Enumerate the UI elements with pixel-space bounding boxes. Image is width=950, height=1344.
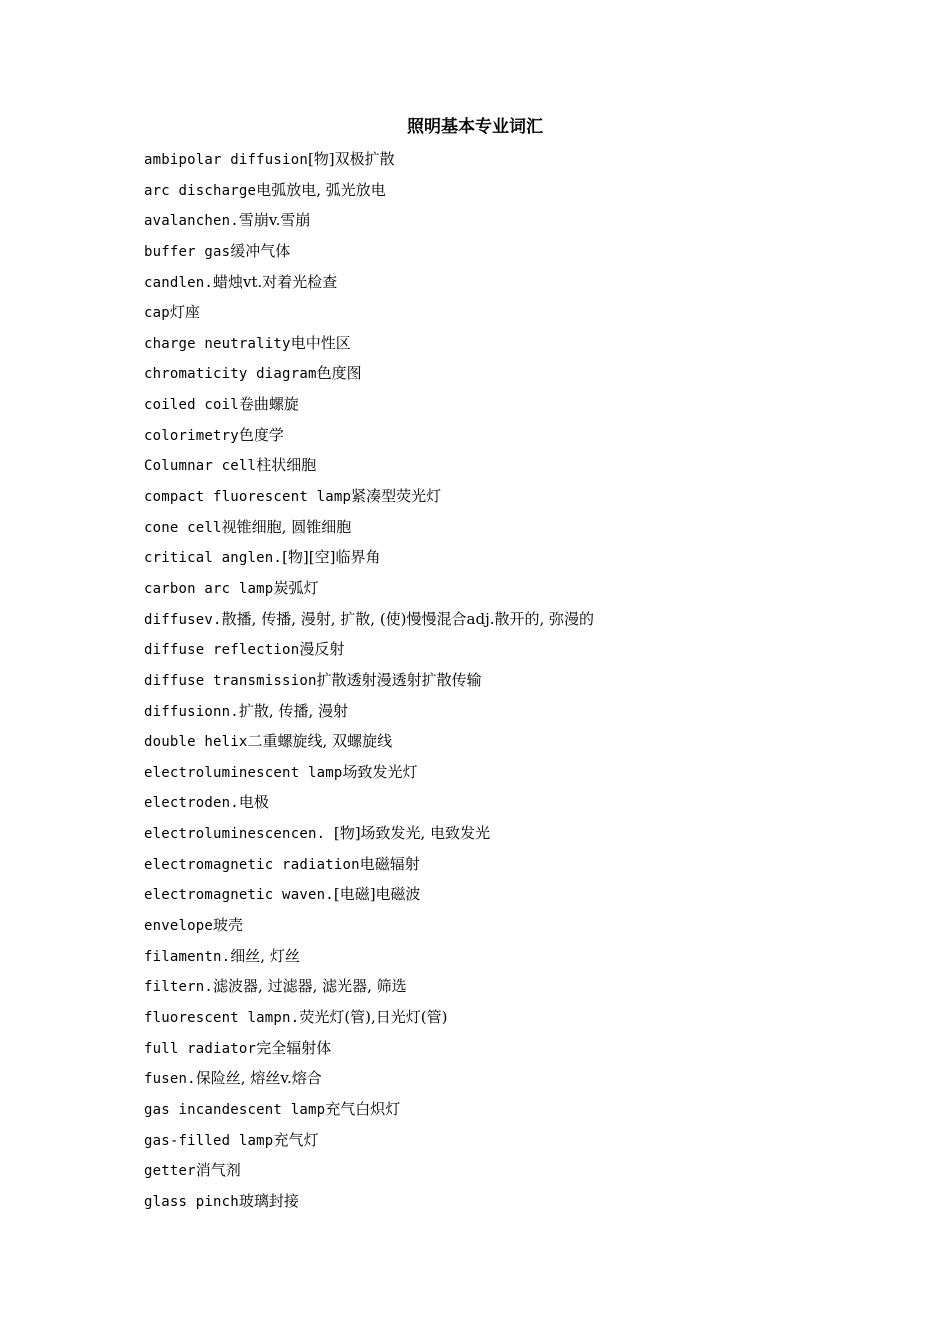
entry-term: chromaticity diagram [144, 366, 317, 383]
glossary-entry [144, 1033, 864, 1064]
entry-definition: 细丝, 灯丝 [230, 946, 300, 965]
entry-term: diffusev. [144, 611, 222, 628]
entry-term: avalanchen. [144, 213, 239, 230]
entry-definition: 充气白炽灯 [325, 1099, 401, 1118]
entry-definition: 充气灯 [273, 1130, 319, 1149]
entry-definition: 蜡烛vt.对着光检查 [213, 272, 338, 291]
glossary-entry [144, 696, 864, 727]
entry-term: fluorescent lampn. [144, 1009, 300, 1026]
entry-definition: 视锥细胞, 圆锥细胞 [221, 517, 352, 536]
entry-definition: 电极 [238, 793, 269, 812]
glossary-entry [144, 879, 864, 910]
entry-term: electroluminescent lamp [144, 764, 343, 781]
entry-definition: 扩散透射漫透射扩散传输 [316, 670, 482, 689]
entry-definition: [物][空]临界角 [282, 548, 381, 567]
entry-term: arc discharge [144, 182, 257, 199]
glossary-entry [144, 971, 864, 1002]
glossary-entry [144, 941, 864, 972]
glossary-entry [144, 1186, 864, 1217]
entry-definition: 完全辐射体 [256, 1038, 332, 1057]
entry-term: ambipolar diffusion [144, 152, 308, 168]
glossary-entry [144, 910, 864, 941]
glossary-entry [144, 236, 864, 267]
document-title: 照明基本专业词汇 [407, 117, 543, 137]
entry-term: diffuse reflection [144, 642, 300, 659]
entry-term: gas incandescent lamp [144, 1101, 326, 1118]
entry-term: glass pinch [144, 1193, 239, 1210]
entry-term: Columnar cell [144, 458, 257, 475]
glossary-entry [144, 328, 864, 359]
glossary-entry [144, 665, 864, 696]
entry-term: charge neutrality [144, 335, 291, 352]
entry-term: colorimetry [144, 427, 239, 444]
entry-definition: 电磁辐射 [359, 854, 420, 873]
entry-definition: 色度学 [238, 425, 284, 444]
glossary-entry [144, 297, 864, 328]
glossary-entry [144, 634, 864, 665]
entry-definition: [物]场致发光, 电致发光 [333, 824, 491, 843]
entry-term: coiled coil [144, 397, 239, 414]
entry-definition: 散播, 传播, 漫射, 扩散, (使)慢慢混合adj.散开的, 弥漫的 [221, 609, 595, 628]
entry-definition: 保险丝, 熔丝v.熔合 [195, 1069, 322, 1088]
glossary-entry [144, 573, 864, 604]
entry-definition: 紧凑型荧光灯 [351, 487, 442, 506]
entry-term: electroluminescencen. [144, 826, 334, 843]
glossary-entry [144, 1155, 864, 1186]
entry-term: compact fluorescent lamp [144, 489, 352, 506]
entry-definition: 二重螺旋线, 双螺旋线 [247, 732, 393, 751]
glossary-entry [144, 787, 864, 818]
glossary-entry [144, 481, 864, 512]
glossary-entry [144, 1063, 864, 1094]
entry-definition: 雪崩v.雪崩 [238, 211, 311, 230]
entry-term: fusen. [144, 1071, 196, 1088]
glossary-entry [144, 849, 864, 880]
entry-definition: 玻壳 [213, 916, 244, 935]
glossary-entry [144, 818, 864, 849]
entry-definition: 消气剂 [195, 1161, 241, 1180]
entry-definition: 电中性区 [290, 333, 351, 352]
entry-definition: 炭弧灯 [273, 578, 319, 597]
entry-definition: 柱状细胞 [256, 456, 317, 475]
entry-definition: [电磁]电磁波 [333, 885, 421, 904]
entry-term: diffuse transmission [144, 672, 317, 689]
entry-term: cap [144, 305, 170, 322]
entry-definition: 场致发光灯 [342, 762, 418, 781]
entry-term: diffusionn. [144, 703, 239, 720]
entry-term: gas-filled lamp [144, 1132, 274, 1149]
glossary-list [144, 144, 864, 1216]
entry-term: filtern. [144, 979, 214, 996]
entry-definition: 玻璃封接 [238, 1191, 299, 1210]
glossary-entry [144, 726, 864, 757]
glossary-entry [144, 1094, 864, 1125]
entry-term: carbon arc lamp [144, 580, 274, 597]
entry-term: envelope [144, 918, 214, 935]
glossary-entry [144, 175, 864, 206]
entry-definition: 漫反射 [299, 640, 345, 659]
glossary-entry [144, 512, 864, 543]
entry-definition: 色度图 [316, 364, 362, 383]
entry-definition: 卷曲螺旋 [238, 395, 299, 414]
glossary-entry [144, 267, 864, 298]
glossary-entry [144, 389, 864, 420]
entry-definition: 荧光灯(管),日光灯(管) [299, 1007, 448, 1026]
entry-definition: 缓冲气体 [230, 241, 291, 260]
glossary-entry [144, 1002, 864, 1033]
glossary-entry [144, 358, 864, 389]
glossary-entry [144, 420, 864, 451]
glossary-entry [144, 604, 864, 635]
entry-term: buffer gas [144, 243, 231, 260]
entry-definition: 扩散, 传播, 漫射 [238, 701, 348, 720]
glossary-entry [144, 757, 864, 788]
entry-definition: 滤波器, 过滤器, 滤光器, 筛选 [213, 977, 407, 996]
entry-definition: [物]双极扩散 [307, 150, 395, 168]
entry-term: double helix [144, 734, 248, 751]
entry-term: electromagnetic radiation [144, 856, 360, 873]
entry-term: electroden. [144, 795, 239, 812]
entry-term: cone cell [144, 519, 222, 536]
entry-term: full radiator [144, 1040, 257, 1057]
glossary-entry [144, 144, 864, 175]
glossary-entry [144, 542, 864, 573]
entry-term: candlen. [144, 274, 214, 291]
entry-term: filamentn. [144, 948, 231, 965]
entry-definition: 电弧放电, 弧光放电 [256, 180, 386, 199]
entry-term: electromagnetic waven. [144, 887, 334, 904]
glossary-entry [144, 450, 864, 481]
entry-definition: 灯座 [169, 303, 200, 322]
entry-term: critical anglen. [144, 550, 283, 567]
glossary-entry [144, 1125, 864, 1156]
glossary-entry [144, 205, 864, 236]
entry-term: getter [144, 1163, 196, 1180]
